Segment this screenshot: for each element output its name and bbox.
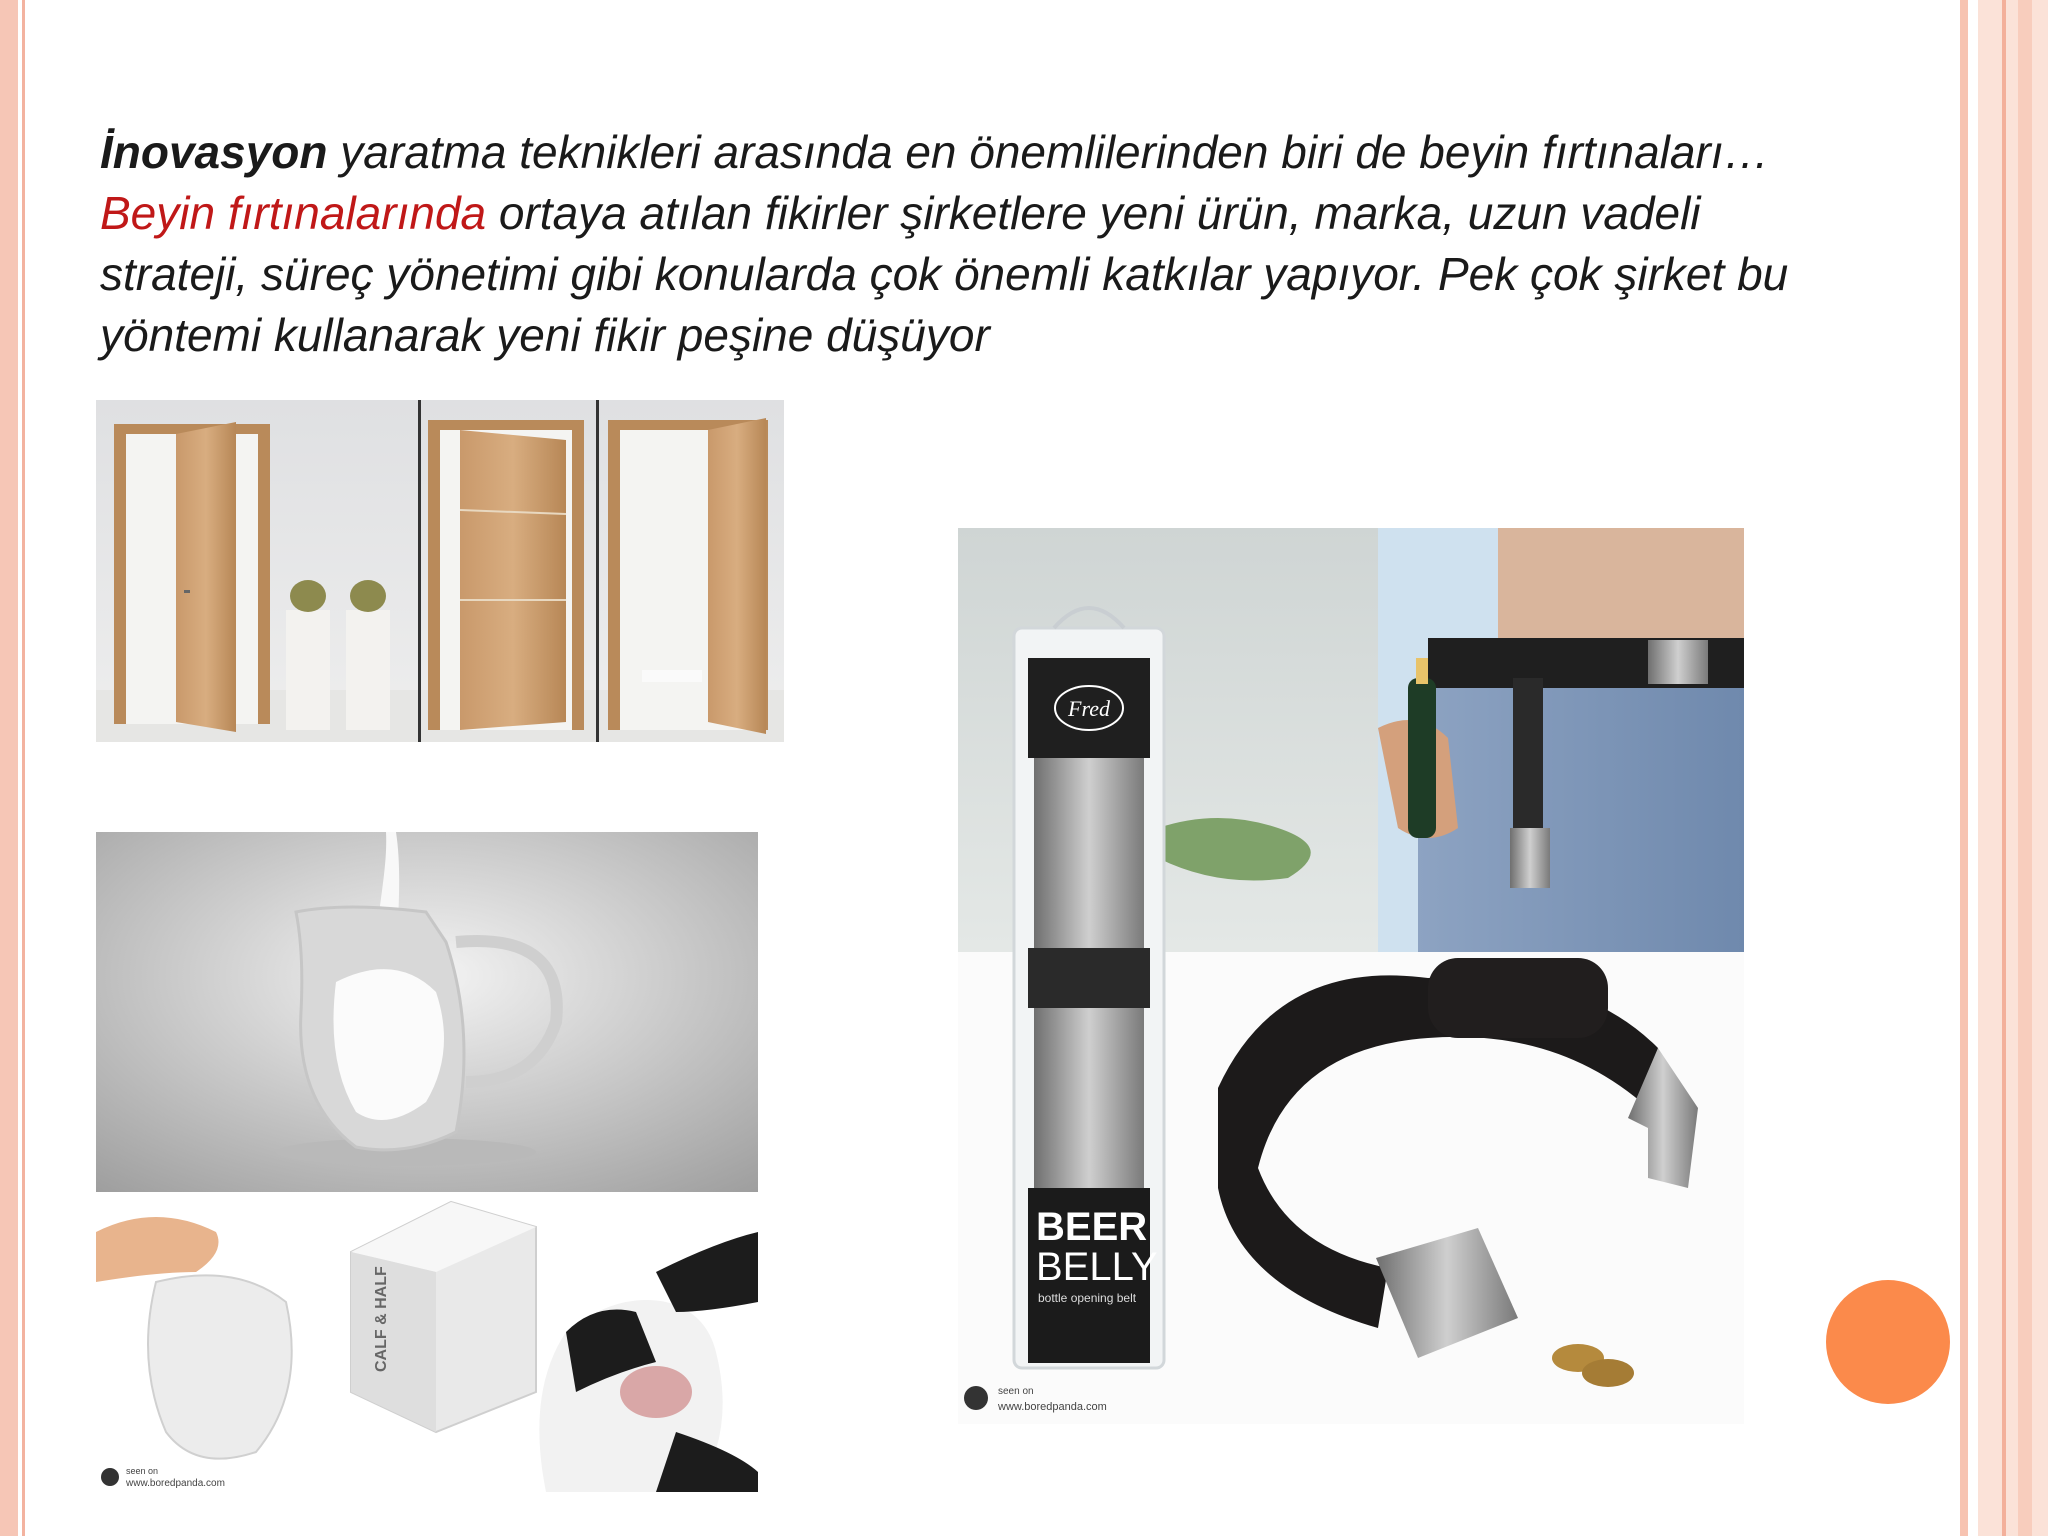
frame-left-line: [22, 0, 25, 1536]
text-segment: ortaya atılan fikirler şirketlere yeni ürün, marka, uzun vadeli strateji, süreç yönetimi gibi konularda çok önemli katkılar yapıyor. Pek çok şirket bu yöntemi kullanarak yeni fikir peşine düşüyor: [100, 187, 1789, 361]
bold-keyword: İnovasyon: [100, 126, 328, 178]
photo-calf-and-half-jug: [96, 832, 758, 1492]
frame-right-line: [2002, 0, 2006, 1536]
watermark-top: seen on: [126, 1466, 159, 1476]
text-segment: yaratma teknikleri arasında en önemlilerinden biri de beyin fırtınaları…: [327, 126, 1770, 178]
watermark-url: www.boredpanda.com: [998, 1401, 1107, 1413]
frame-right-band: [1978, 0, 2048, 1536]
frame-left-border: [0, 0, 18, 1536]
watermark-url: www.boredpanda.com: [126, 1478, 225, 1489]
pack-title-1: BEER: [1036, 1205, 1148, 1249]
watermark-top: seen on: [998, 1386, 1034, 1397]
photo-pivot-doors: [96, 400, 784, 742]
frame-right-line: [1960, 0, 1968, 1536]
pack-title-2: BELLY: [1036, 1245, 1158, 1289]
photo-beer-belly-belt: [958, 528, 1744, 1424]
box-label: CALF & HALF: [373, 1266, 390, 1372]
frame-right-line: [2018, 0, 2032, 1536]
brand-logo: Fred: [1068, 696, 1110, 721]
decorative-orange-circle: [1826, 1280, 1950, 1404]
pack-subtitle: bottle opening belt: [1038, 1291, 1137, 1305]
highlighted-phrase: Beyin fırtınalarında: [100, 187, 487, 239]
slide-body-text: [100, 122, 1860, 366]
